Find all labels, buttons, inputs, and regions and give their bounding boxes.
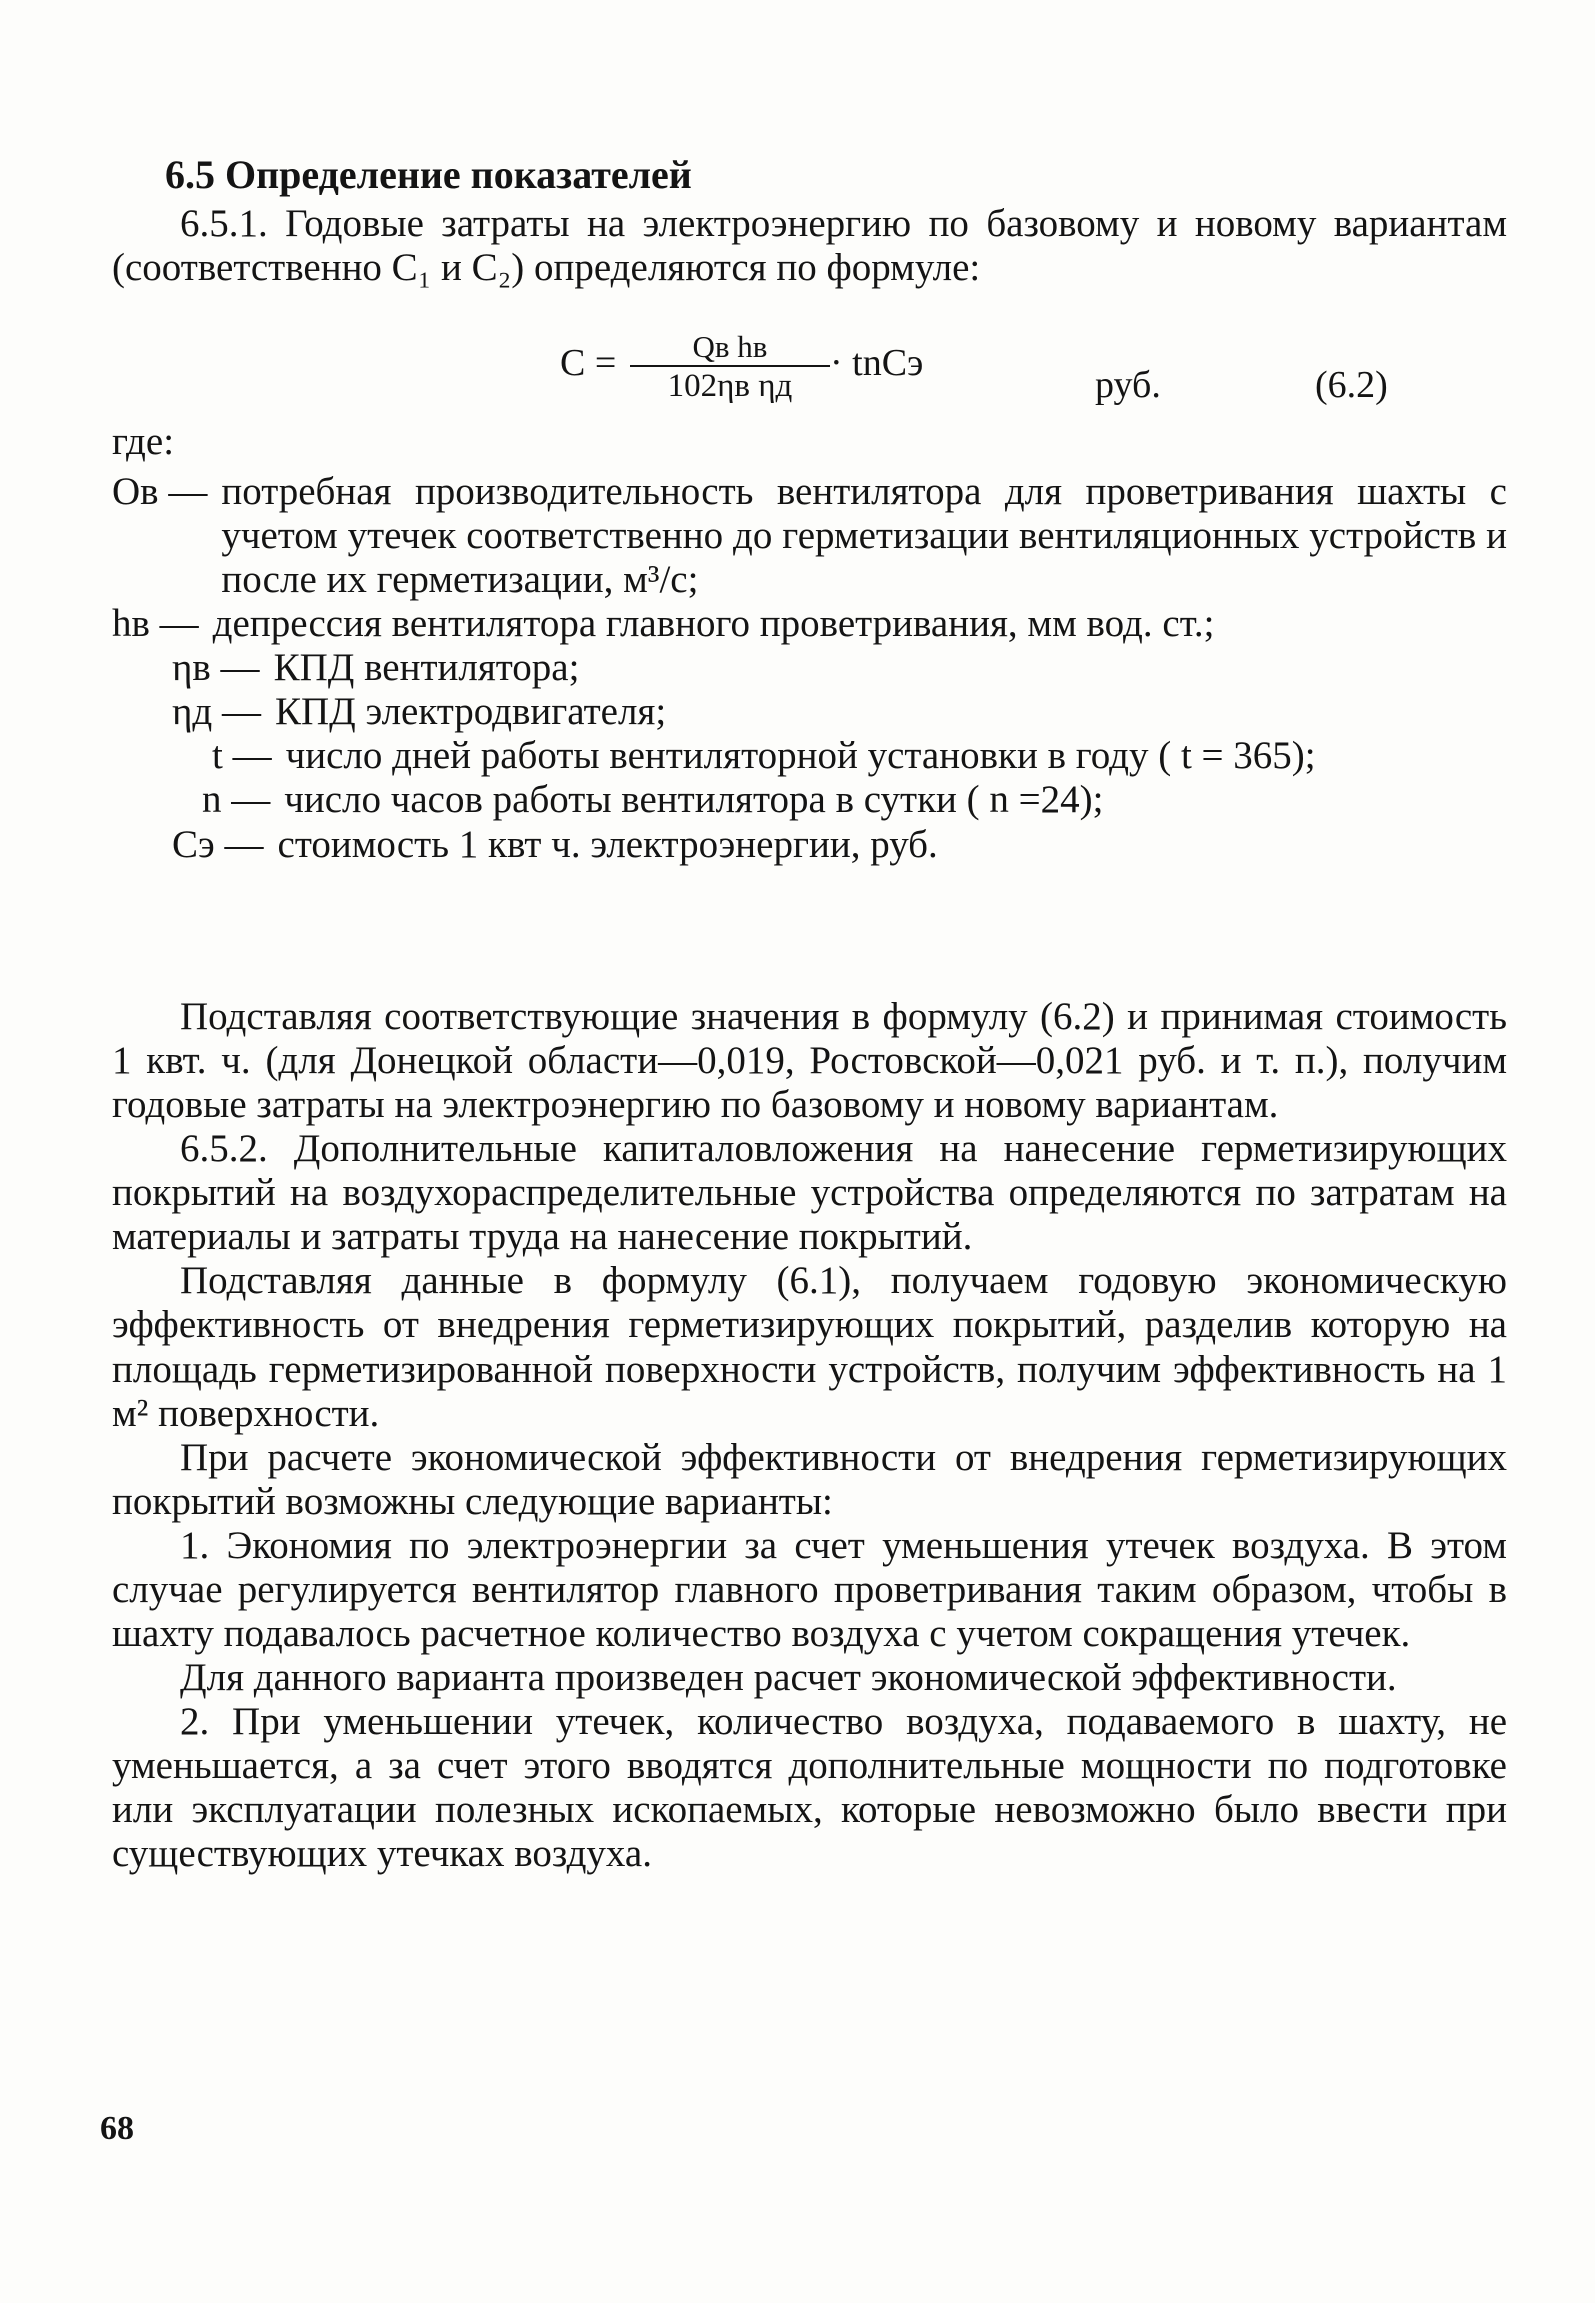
- definition-item: [172, 823, 1507, 867]
- definition-item: [172, 646, 1507, 690]
- definition-symbol: Ов —: [112, 470, 208, 513]
- definition-text: число дней работы вентиляторной установки в году ( t = 365);: [285, 734, 1316, 778]
- definition-item: [202, 778, 1507, 822]
- fraction-bar: [630, 365, 830, 367]
- section-heading: 6.5 Определение показателей: [165, 152, 692, 197]
- formula-denominator: 102ηв ηд: [667, 368, 793, 404]
- definition-item: [172, 690, 1507, 734]
- definition-symbol: Cэ —: [172, 822, 264, 866]
- paragraph: 1. Экономия по электроэнергии за счет уменьшения утечек воздуха. В этом случае регулируется вентилятор главного проветривания таким образом, чтобы в шахту подавалось расчетное количество воздуха с учетом сокращения утечек.: [112, 1523, 1507, 1655]
- formula-tail: · tnCэ: [830, 342, 924, 384]
- paragraph: При расчете экономической эффективности от внедрения герметизирующих покрытий возможны следующие варианты:: [112, 1435, 1507, 1523]
- definition-symbol: ηд —: [172, 690, 261, 734]
- formula-numerator: Qв hв: [692, 329, 768, 364]
- definition-symbol: t —: [212, 734, 272, 778]
- definition-text: КПД электродвигателя;: [275, 690, 667, 734]
- formula-lhs: C =: [560, 342, 617, 384]
- definitions-list: [112, 470, 1507, 867]
- definition-text: КПД вентилятора;: [273, 646, 580, 690]
- paragraph: Для данного варианта произведен расчет экономической эффективности.: [180, 1655, 1397, 1699]
- definition-text: потребная производительность вентилятора для проветривания шахты с учетом утечек соответственно до герметизации вентиляционных устройств и после их герметизации, м³/с;: [221, 470, 1507, 602]
- definition-text: число часов работы вентилятора в сутки ( n =24);: [284, 778, 1104, 822]
- paragraph: 6.5.2. Дополнительные капиталовложения на нанесение герметизирующих покрытий на воздухораспределительные устройства определяются по затратам на материалы и затраты труда на нанесение покрытий.: [112, 1127, 1507, 1259]
- paragraph: 2. При уменьшении утечек, количество воздуха, подаваемого в шахту, не уменьшается, а за счет этого вводятся дополнительные мощности по подготовке или эксплуатации полезных ископаемых, которые невозможно было ввести при существующих утечках воздуха.: [112, 1700, 1507, 1876]
- definition-text: стоимость 1 квт ч. электроэнергии, руб.: [277, 822, 938, 866]
- paragraph: Подставляя соответствующие значения в формулу (6.2) и принимая стоимость 1 квт. ч. (для Донецкой области—0,019, Ростовской—0,021 руб. и т. п.), получим годовые затраты на электроэнергию по базовому и новому вариантам.: [112, 995, 1507, 1127]
- definition-item: [212, 734, 1507, 778]
- formula-unit: руб.: [1095, 364, 1161, 406]
- definition-symbol: ηв —: [172, 646, 260, 690]
- paragraph-6-5-1: 6.5.1. Годовые затраты на электроэнергию по базовому и новому вариантам (соответственно C₁ и C₂) определяются по формуле:: [112, 202, 1507, 290]
- formula-fraction: [630, 330, 830, 403]
- definition-symbol: hв —: [112, 602, 199, 646]
- paragraph: Подставляя данные в формулу (6.1), получаем годовую экономическую эффективность от внедрения герметизирующих покрытий, разделив которую на площадь герметизированной поверхности устройств, получим эффективность на 1 м² поверхности.: [112, 1259, 1507, 1435]
- formula-number: (6.2): [1315, 364, 1388, 406]
- definition-item: [112, 470, 1507, 602]
- definition-item: [112, 602, 1507, 646]
- definition-text: депрессия вентилятора главного проветривания, мм вод. ст.;: [212, 602, 1215, 646]
- formula-6-2: [560, 329, 1510, 406]
- definition-symbol: n —: [202, 778, 271, 822]
- body-text: [112, 995, 1507, 1876]
- where-label: где:: [112, 420, 175, 463]
- page-number: 68: [100, 2110, 134, 2147]
